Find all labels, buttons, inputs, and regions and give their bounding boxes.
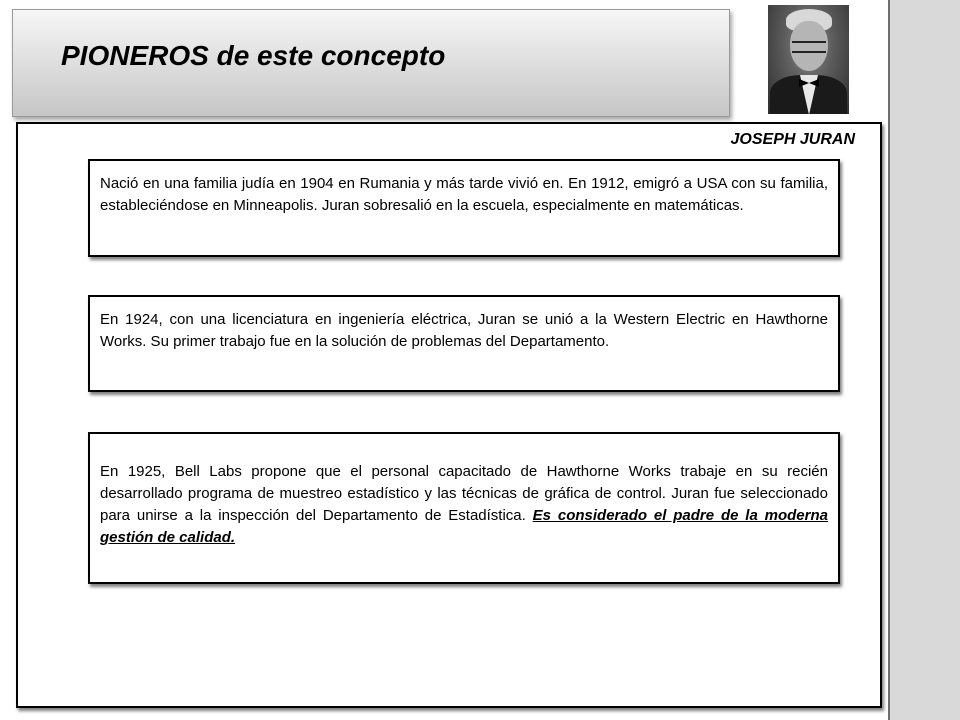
portrait-photo xyxy=(768,5,849,114)
side-panel xyxy=(888,0,960,720)
biography-box-3 xyxy=(88,432,840,584)
biography-text-3: En 1925, Bell Labs propone que el personal capacitado de Hawthorne Works trabaje en su recién desarrollado programa de muestreo estadístico y las técnicas de gráfica de control. Juran fue seleccionado para unirse a la inspección del Departamento de Estadística. xyxy=(100,463,828,524)
biography-box-1 xyxy=(88,159,840,257)
biography-text-1: Nació en una familia judía en 1904 en Rumania y más tarde vivió en. En 1912, emigró a USA con su familia, estableciéndose en Minneapolis. Juran sobresalió en la escuela, especialmente en matemáticas. xyxy=(100,175,828,214)
biography-highlight: Es considerado el padre de la moderna gestión de calidad. xyxy=(100,507,828,546)
title-banner xyxy=(12,9,730,117)
person-name: JOSEPH JURAN xyxy=(730,131,855,148)
biography-text-2: En 1924, con una licenciatura en ingeniería eléctrica, Juran se unió a la Western Electric en Hawthorne Works. Su primer trabajo fue en la solución de problemas del Departamento. xyxy=(100,311,828,350)
biography-box-2 xyxy=(88,295,840,392)
portrait-glasses xyxy=(792,41,826,53)
page-title: PIONEROS de este concepto xyxy=(61,40,446,71)
